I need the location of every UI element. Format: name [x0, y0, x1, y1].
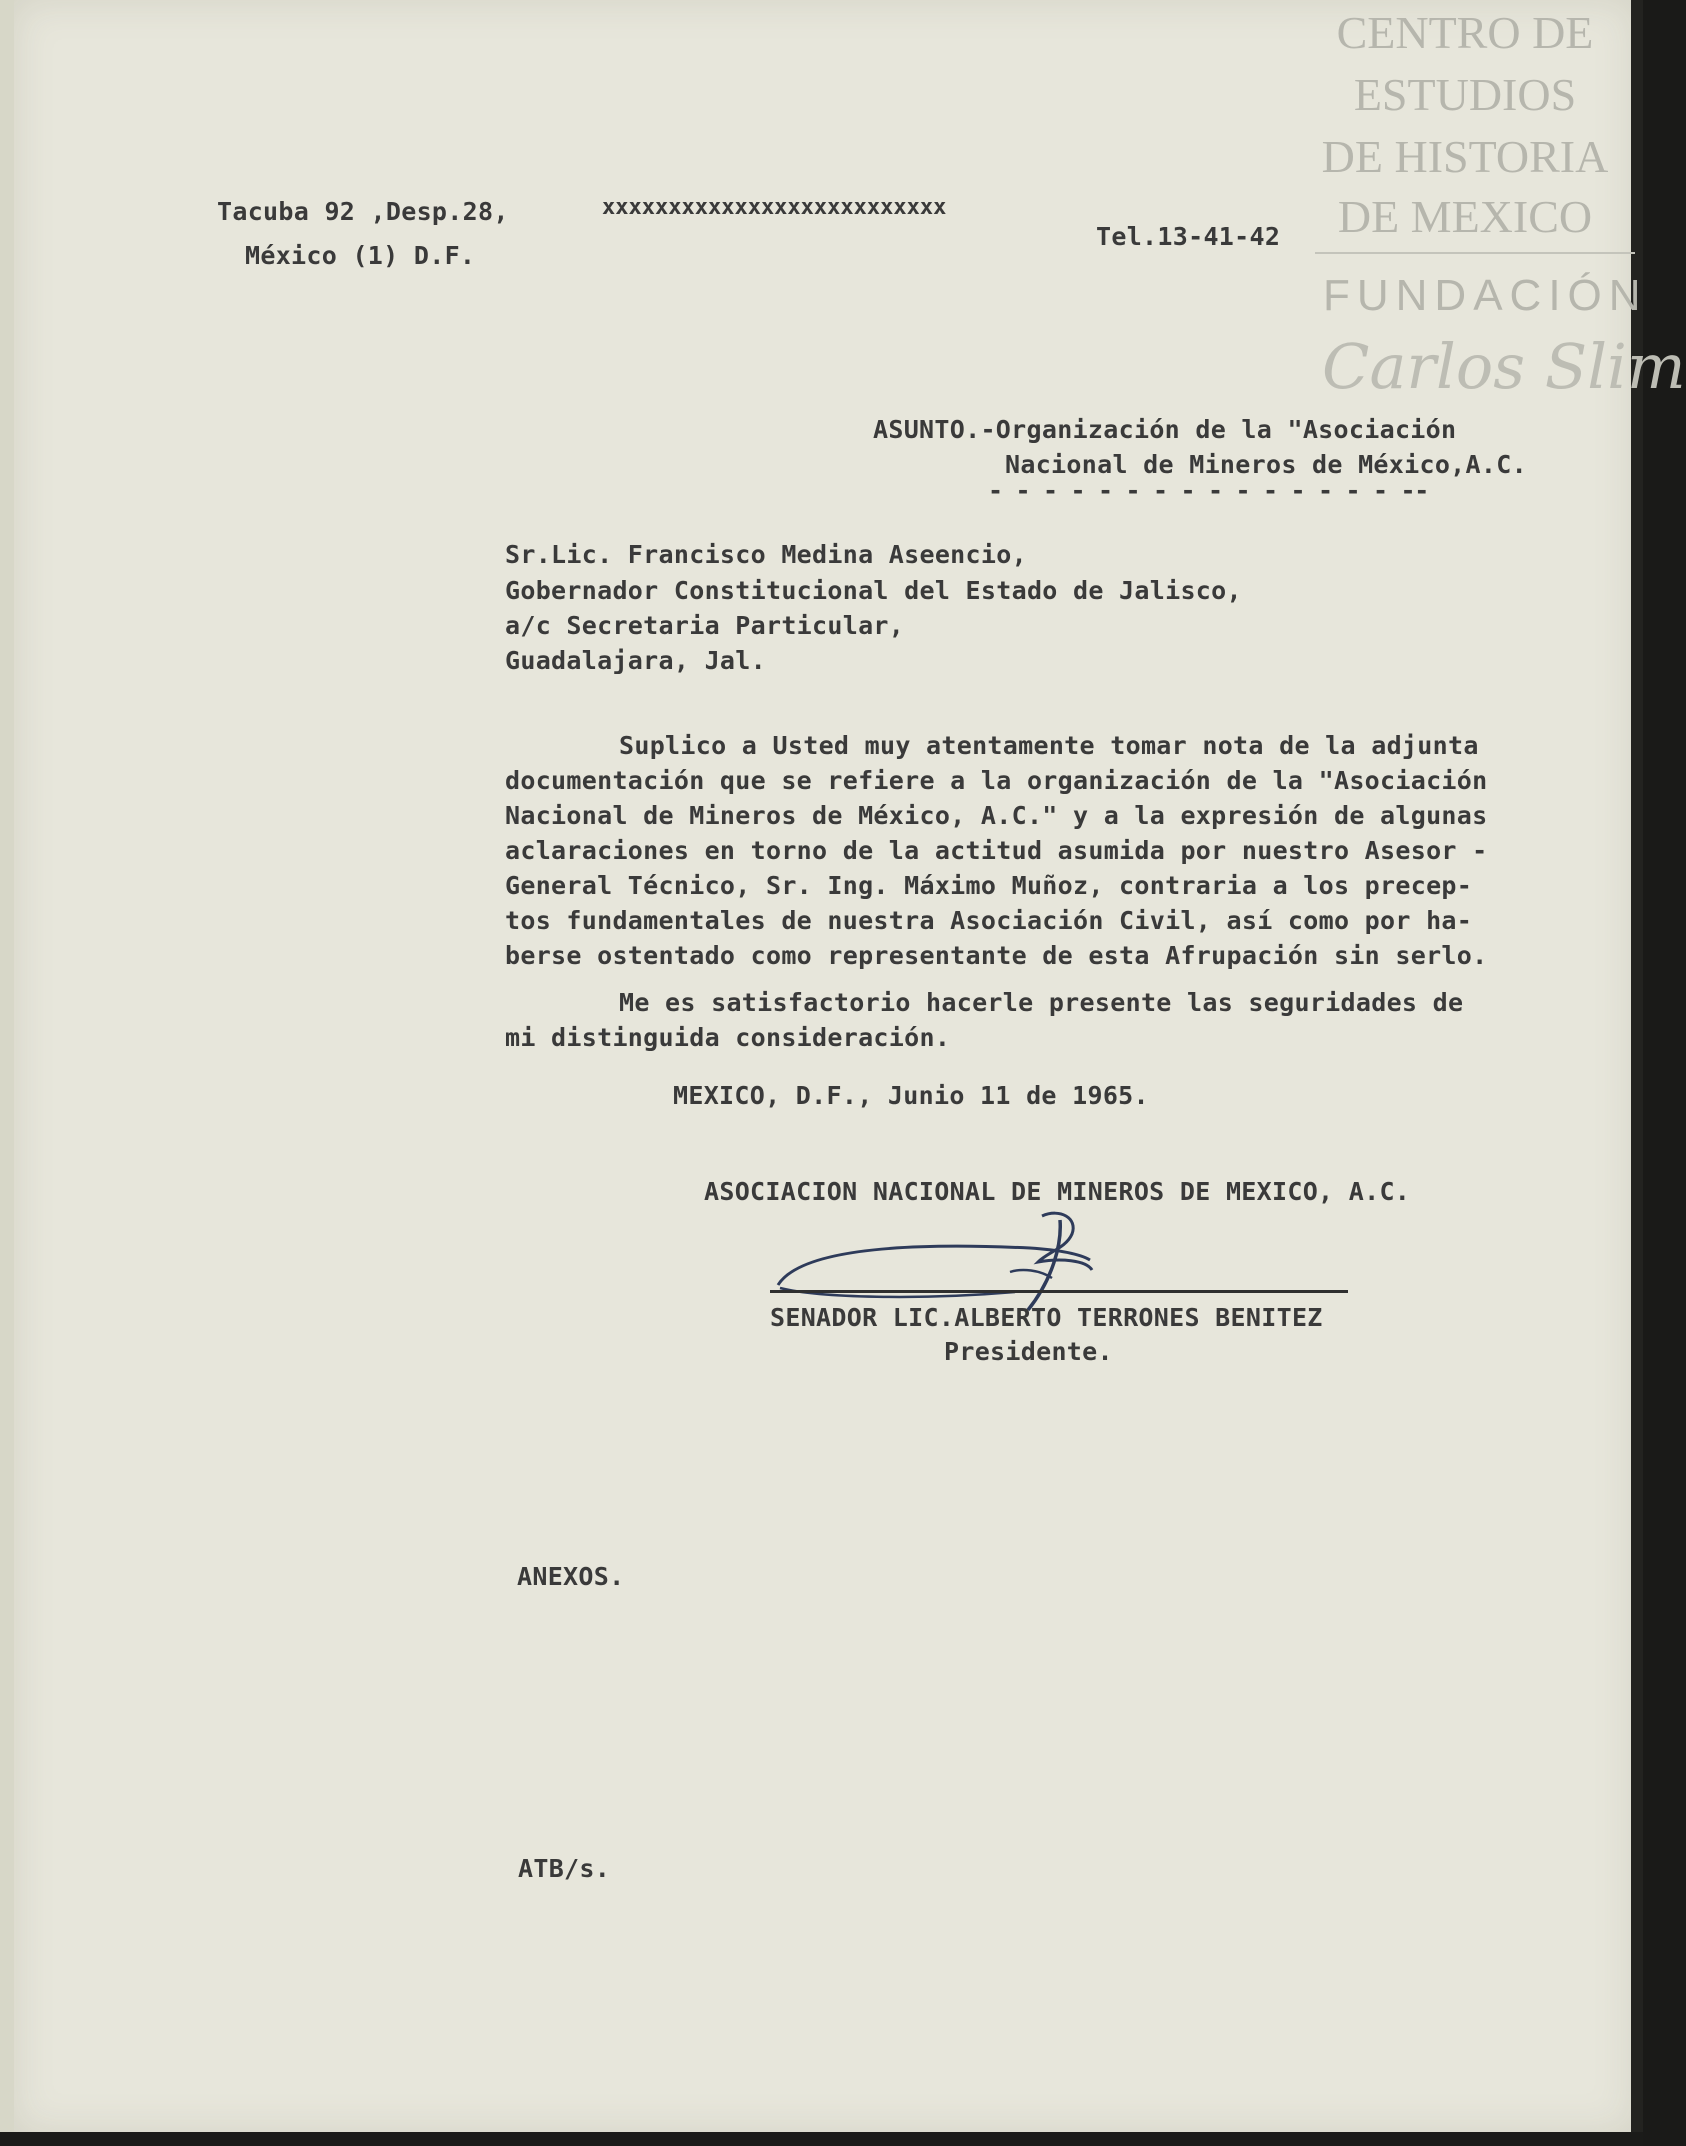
body-p2-line-2: mi distinguida consideración. [505, 1023, 951, 1052]
body-p1-line-6: tos fundamentales de nuestra Asociación Civil, así como por ha- [505, 906, 1473, 935]
body-p1-line-1: Suplico a Usted muy atentamente tomar nota de la adjunta [619, 731, 1479, 760]
subject-underline: - - - - - - - - - - - - - - - -- [988, 476, 1429, 505]
annexes-label: ANEXOS. [517, 1562, 625, 1591]
watermark-line-2: ESTUDIOS [1353, 69, 1577, 120]
recipient-line-4: Guadalajara, Jal. [505, 646, 766, 675]
scan-edge-bottom [0, 2132, 1643, 2146]
address-line-2: México (1) D.F. [245, 241, 476, 270]
watermark-fundacion: FUNDACIÓN [1323, 271, 1648, 320]
body-p2-line-1: Me es satisfactorio hacerle presente las seguridades de [619, 988, 1464, 1017]
typist-initials: ATB/s. [518, 1854, 611, 1883]
body-p1-line-3: Nacional de Mineros de México, A.C." y a la expresión de algunas [505, 801, 1488, 830]
watermark-line-3: DE HISTORIA [1321, 131, 1609, 182]
watermark-script-logo: Carlos Slim [1322, 330, 1686, 403]
subject-line-1: ASUNTO.-Organización de la "Asociación [873, 415, 1457, 444]
scan-edge-right [1631, 0, 1643, 2146]
handwritten-signature [760, 1200, 1180, 1320]
date-line: MEXICO, D.F., Junio 11 de 1965. [673, 1081, 1149, 1110]
signature-name: SENADOR LIC.ALBERTO TERRONES BENITEZ [770, 1303, 1323, 1332]
signature-line [770, 1290, 1348, 1293]
recipient-line-2: Gobernador Constitucional del Estado de Jalisco, [505, 576, 1242, 605]
recipient-line-1: Sr.Lic. Francisco Medina Aseencio, [505, 540, 1027, 569]
body-p1-line-5: General Técnico, Sr. Ing. Máximo Muñoz, contraria a los precep- [505, 871, 1473, 900]
signature-organization: ASOCIACION NACIONAL DE MINEROS DE MEXICO, A.C. [704, 1177, 1411, 1206]
subject-line-2: Nacional de Mineros de México,A.C. [1005, 450, 1527, 479]
watermark-line-4: DE MEXICO [1337, 191, 1593, 242]
recipient-line-3: a/c Secretaria Particular, [505, 611, 905, 640]
body-p1-line-4: aclaraciones en torno de la actitud asumida por nuestro Asesor - [505, 836, 1488, 865]
phone-number: Tel.13-41-42 [1096, 222, 1281, 251]
watermark-divider [1315, 252, 1635, 254]
signature-title: Presidente. [944, 1337, 1113, 1366]
watermark-line-1: CENTRO DE [1336, 7, 1594, 58]
address-line-1: Tacuba 92 ,Desp.28, [217, 197, 509, 226]
body-p1-line-2: documentación que se refiere a la organización de la "Asociación [505, 766, 1488, 795]
struck-out-text: xxxxxxxxxxxxxxxxxxxxxxxxxx [602, 195, 947, 220]
body-p1-line-7: berse ostentado como representante de esta Afrupación sin serlo. [505, 941, 1488, 970]
